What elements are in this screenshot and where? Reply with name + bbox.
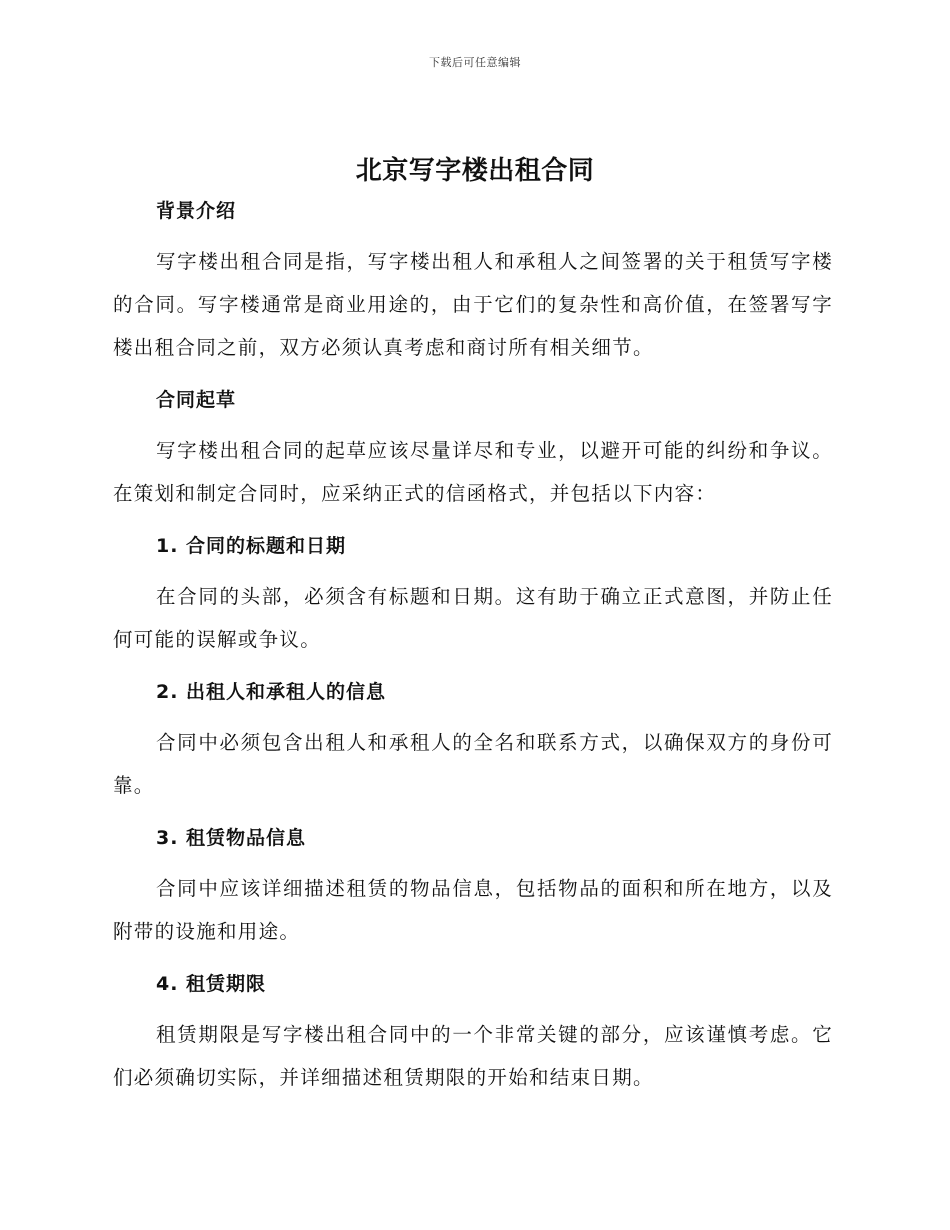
section-heading-title-date: 1. 合同的标题和日期	[156, 535, 347, 557]
section-heading-background: 背景介绍	[156, 200, 237, 222]
section-body-term: 租赁期限是写字楼出租合同中的一个非常关键的部分，应该谨慎考虑。它们必须确切实际，并详细描述租赁期限的开始和结束日期。	[113, 1023, 833, 1089]
section-heading-property: 3. 租赁物品信息	[156, 827, 307, 849]
section-heading-drafting: 合同起草	[156, 389, 237, 411]
document-body	[113, 190, 833, 1109]
section-body-parties: 合同中必须包含出租人和承租人的全名和联系方式，以确保双方的身份可靠。	[113, 731, 833, 797]
section-body-drafting: 写字楼出租合同的起草应该尽量详尽和专业，以避开可能的纠纷和争议。在策划和制定合同时，应采纳正式的信函格式，并包括以下内容：	[113, 439, 833, 505]
section-body-background: 写字楼出租合同是指，写字楼出租人和承租人之间签署的关于租赁写字楼的合同。写字楼通常是商业用途的，由于它们的复杂性和高价值，在签署写字楼出租合同之前，双方必须认真考虑和商讨所有相关细节。	[113, 250, 833, 359]
section-heading-parties: 2. 出租人和承租人的信息	[156, 681, 387, 703]
section-body-property: 合同中应该详细描述租赁的物品信息，包括物品的面积和所在地方，以及附带的设施和用途。	[113, 877, 833, 943]
section-body-title-date: 在合同的头部，必须含有标题和日期。这有助于确立正式意图，并防止任何可能的误解或争议。	[113, 585, 833, 651]
section-heading-term: 4. 租赁期限	[156, 973, 267, 995]
header-note: 下载后可任意编辑	[429, 56, 521, 69]
document-title: 北京写字楼出租合同	[355, 156, 595, 186]
